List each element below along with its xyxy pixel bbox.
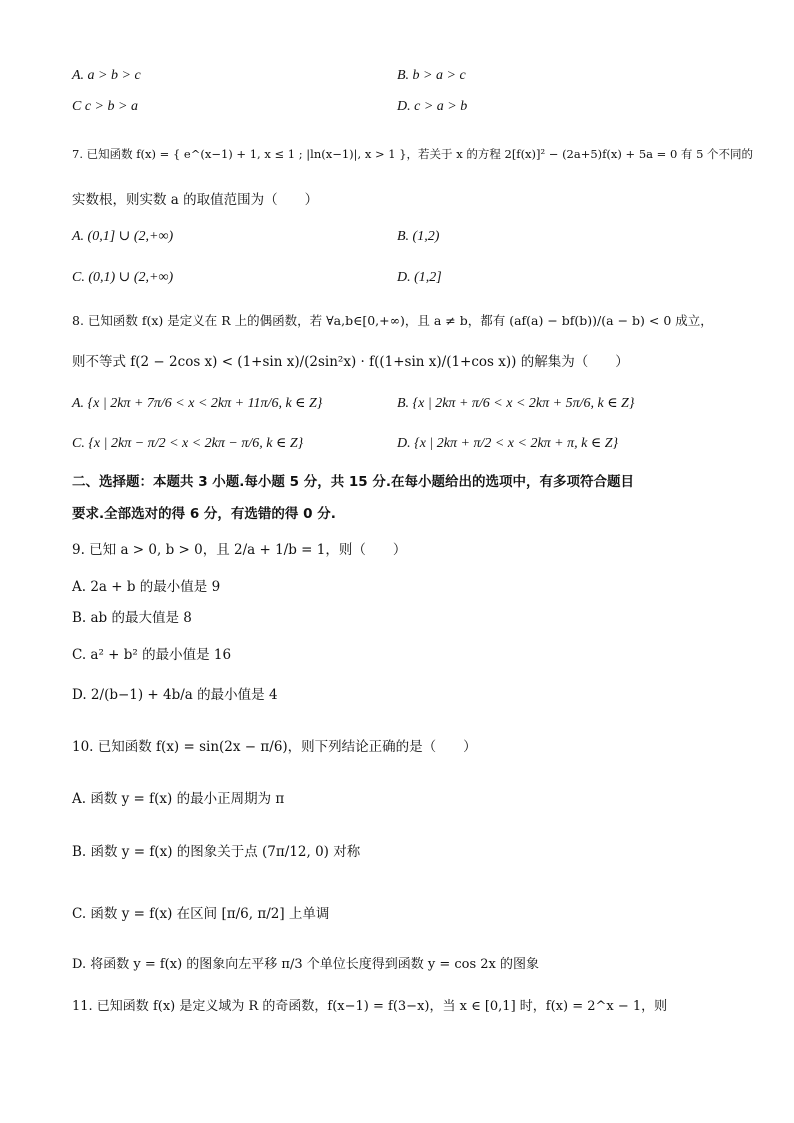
q7-option-d: D. (1,2] — [397, 270, 442, 285]
q6-option-b: B. b > a > c — [397, 68, 466, 83]
q8-option-d: D. {x | 2kπ + π/2 < x < 2kπ + π, k ∈ Z} — [397, 436, 619, 451]
q9-option-c: C. a² + b² 的最小值是 16 — [72, 647, 232, 663]
q9-option-b: B. ab 的最大值是 8 — [72, 610, 192, 626]
section-heading: 二、选择题：本题共 3 小题.每小题 5 分，共 15 分.在每小题给出的选项中，有多项符合题目 — [72, 474, 635, 490]
q8-option-a: A. {x | 2kπ + 7π/6 < x < 2kπ + 11π/6, k ∈ Z} — [72, 396, 323, 411]
q8-stem: 8. 已知函数 f(x) 是定义在 R 上的偶函数，若 ∀a,b∈[0,+∞)，且 a ≠ b，都有 (af(a) − bf(b))/(a − b) < 0 成立， — [72, 313, 713, 328]
q7-option-b: B. (1,2) — [397, 229, 440, 244]
q11-stem: 11. 已知函数 f(x) 是定义域为 R 的奇函数，f(x−1) = f(3−x)，当 x ∈ [0,1] 时，f(x) = 2^x − 1，则 — [72, 999, 668, 1014]
q10-option-d: D. 将函数 y = f(x) 的图象向左平移 π/3 个单位长度得到函数 y = cos 2x 的图象 — [72, 957, 540, 972]
section-heading-continued: 要求.全部选对的得 6 分，有选错的得 0 分. — [72, 506, 336, 522]
q6-option-d: D. c > a > b — [397, 99, 468, 114]
q7-option-c: C. (0,1) ∪ (2,+∞) — [72, 270, 174, 285]
q6-option-c: C c > b > a — [72, 99, 138, 114]
q10-option-a: A. 函数 y = f(x) 的最小正周期为 π — [72, 791, 285, 807]
q6-option-a: A. a > b > c — [72, 68, 141, 83]
q7-stem: 7. 已知函数 f(x) = { e^(x−1) + 1, x ≤ 1 ; |ln(x−1)|, x > 1 }，若关于 x 的方程 2[f(x)]² − (2a+5)f(x) + 5a = 0 有 5 个不同的 — [72, 147, 754, 161]
q10-option-c: C. 函数 y = f(x) 在区间 [π/6, π/2] 上单调 — [72, 906, 330, 922]
q9-stem: 9. 已知 a > 0, b > 0，且 2/a + 1/b = 1，则（ ） — [72, 542, 407, 558]
q8-stem-continued: 则不等式 f(2 − 2cos x) < (1+sin x)/(2sin²x) · f((1+sin x)/(1+cos x)) 的解集为（ ） — [72, 354, 629, 370]
q10-option-b: B. 函数 y = f(x) 的图象关于点 (7π/12, 0) 对称 — [72, 844, 361, 860]
q9-option-d: D. 2/(b−1) + 4b/a 的最小值是 4 — [72, 687, 278, 703]
q7-option-a: A. (0,1] ∪ (2,+∞) — [72, 229, 174, 244]
q9-option-a: A. 2a + b 的最小值是 9 — [72, 579, 221, 595]
q8-option-b: B. {x | 2kπ + π/6 < x < 2kπ + 5π/6, k ∈ Z} — [397, 396, 635, 411]
q7-stem-continued: 实数根，则实数 a 的取值范围为（ ） — [72, 192, 319, 208]
q10-stem: 10. 已知函数 f(x) = sin(2x − π/6)，则下列结论正确的是（ ） — [72, 739, 477, 755]
q8-option-c: C. {x | 2kπ − π/2 < x < 2kπ − π/6, k ∈ Z} — [72, 436, 304, 451]
